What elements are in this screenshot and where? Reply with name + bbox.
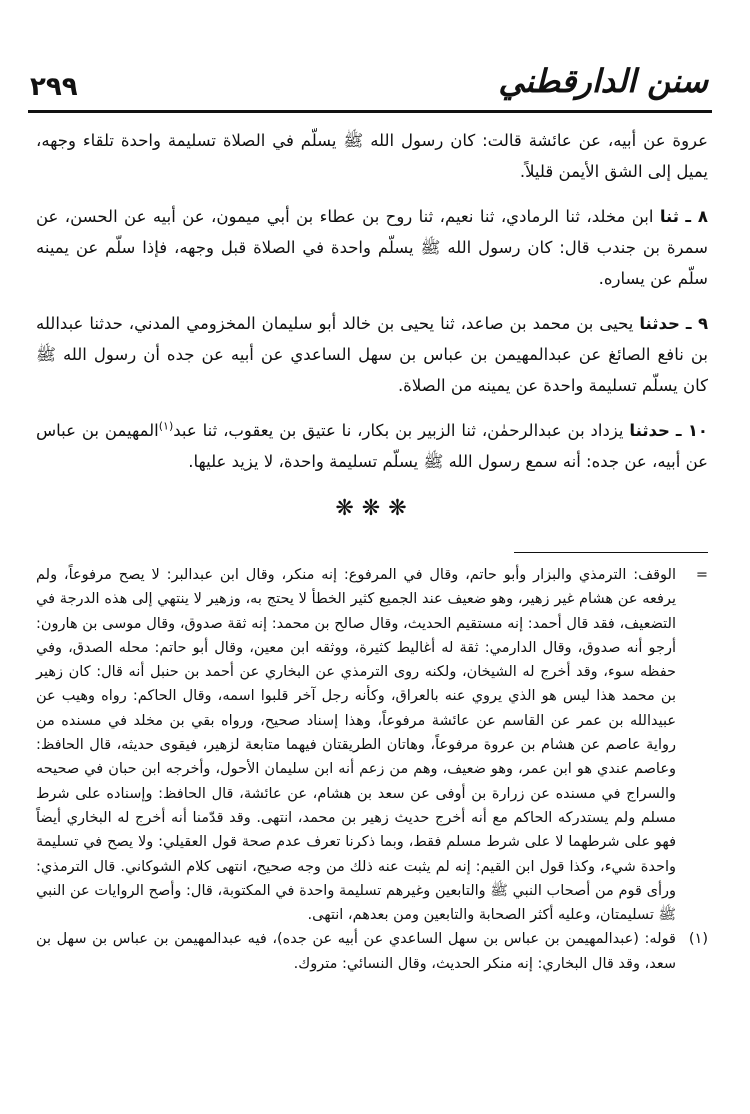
hadith-10: [36, 415, 708, 477]
paragraph-continuation: عروة عن أبيه، عن عائشة قالت: كان رسول الله ﷺ يسلّم في الصلاة تسليمة واحدة تلقاء وجهه، يميل إلى الشق الأيمن قليلاً.: [36, 131, 708, 181]
hadith-number: ١٠ ـ: [675, 421, 708, 440]
hadith-lead-word: حدثنا: [629, 421, 670, 440]
footnotes: [36, 563, 710, 976]
footnote-number: (١): [688, 931, 708, 948]
section-separator: ❋❋❋: [335, 496, 415, 521]
hadith-9: [36, 308, 708, 401]
main-text: [36, 125, 708, 477]
hadith-text-part-a: يزداد بن عبدالرحمٰن، ثنا الزبير بن بكار، نا عتيق بن يعقوب، ثنا عبد: [173, 421, 624, 440]
hadith-number: ٩ ـ: [685, 314, 709, 333]
page-number: ٢٩٩: [30, 72, 78, 102]
continuation-mark: =: [695, 567, 708, 583]
footnote-continued: [36, 563, 710, 927]
hadith-lead-word: حدثنا: [639, 314, 680, 333]
footnote-text: قوله: (عبدالمهيمن بن عباس بن سهل الساعدي عن أبيه عن جده)، فيه عبدالمهيمن بن عباس بن سهل بن سعد، وقد قال البخاري: إنه منكر الحديث، وقال النسائي: متروك.: [36, 931, 676, 972]
footnote-reference: (١): [158, 419, 174, 433]
hadith-text: يحيى بن محمد بن صاعد، ثنا يحيى بن خالد أبو سليمان المخزومي المدني، حدثنا عبدالله بن نافع الصائغ عن عبدالمهيمن بن عباس بن سهل الساعدي عن أبيه عن جده أن رسول الله ﷺ كان يسلّم تسليمة واحدة عن يمينه من الصلاة.: [36, 314, 708, 395]
footnote-text: الوقف: الترمذي والبزار وأبو حاتم، وقال في المرفوع: إنه منكر، وقال ابن عبدالبر: لا يصح مرفوعاً، ولم يرفعه عن هشام غير زهير، وهو ضعيف عند الجميع كثير الخطأ لا يحتج به، وزهير لا ينتهي إلى هذه الدرجة في التضعيف، فقد قال أحمد: إنه مستقيم الحديث، وقال صالح بن محمد: إنه ثقة صدوق، وقال موسى بن هارون: أرجو أنه صدوق، وقال الدارمي: ثقة له أغاليط كثيرة، ووثقه ابن معين، وقال أبو حاتم: محله الصدق، وفي حفظه سوء، وقد أخرج له الشيخان، ولكنه روى الترمذي عن البخاري عن أحمد بن حنبل أنه قال: كان زهير بن محمد هذا ليس هو الذي يروي عنه بالعراق، وكأنه رجل آخر قلبوا اسمه، وقال الحاكم: رواه وهيب عن عبيدالله بن عمر عن القاسم عن عائشة مرفوعاً، وهذا إسناد صحيح، ورواه بقي بن مخلد في مسنده من رواية عاصم عن هشام بن عروة مرفوعاً، وهاتان الطريقتان فيهما متابعة لزهير، فيقوى حديثه، قال الحافظ: وعاصم عندي هو ابن عمر، وهو ضعيف، وهم من زعم أنه ابن سليمان الأحول، وأخرجه ابن حبان في صحيحه والسراج في مسنده عن زرارة بن أوفى عن سعد بن هشام، عن عائشة، قال الحافظ: وإسناده على شرط مسلم ولم يستدركه الحاكم مع أنه أخرج حديث زهير بن محمد، انتهى. وقد قدّمنا أنه أخرج له البخاري أيضاً فهو على شرطهما لا على شرط مسلم فقط، وبما ذكرنا تعرف عدم صحة قول العقيلي: ولا يصح في تسليمة واحدة شيء، وكذا قول ابن القيم: إنه لم يثبت عنه ذلك من وجه صحيح، انتهى كلام الشوكاني. قال الترمذي: ورأى قوم من أصحاب النبي ﷺ والتابعين وغيرهم تسليمة واحدة في المكتوبة، قال: وأصح الروايات عن النبي ﷺ تسليمتان، وعليه أكثر الصحابة والتابعين ومن بعدهم، انتهى.: [36, 567, 676, 924]
header-rule: [28, 110, 712, 113]
hadith-lead-word: ثنا: [659, 207, 679, 226]
footnote-1: [36, 927, 710, 976]
hadith-text: ابن مخلد، ثنا الرمادي، ثنا نعيم، ثنا روح بن عطاء بن أبي ميمون، عن أبيه عن الحسن، عن سمرة بن جندب قال: كان رسول الله ﷺ يسلّم واحدة في الصلاة قبل وجهه، فإذا سلّم عن يمينه سلّم عن يساره.: [36, 207, 708, 288]
footnote-rule: [514, 552, 708, 553]
hadith-number: ٨ ـ: [685, 207, 708, 226]
hadith-text-part-b: المهيمن بن عباس عن أبيه، عن جده: أنه سمع رسول الله ﷺ يسلّم تسليمة واحدة، لا يزيد عليها.: [36, 421, 708, 471]
book-title: سنن الدارقطني: [498, 62, 708, 100]
hadith-8: [36, 201, 708, 294]
